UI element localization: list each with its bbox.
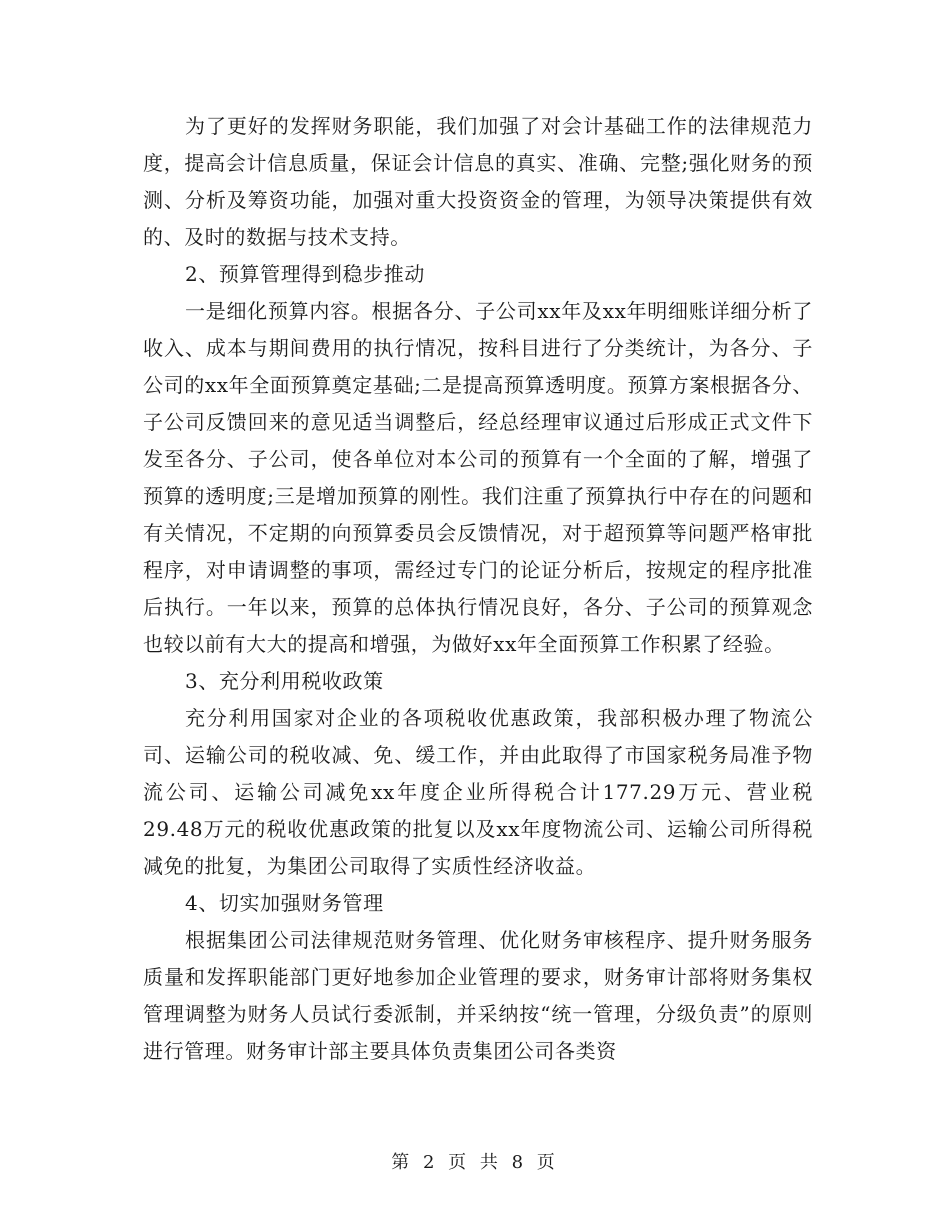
paragraph-finance-functions: 为了更好的发挥财务职能，我们加强了对会计基础工作的法律规范力度，提高会计信息质量，保证会计信息的真实、准确、完整;强化财务的预测、分析及筹资功能，加强对重大投资资金的管理，为领导决策提供有效的、及时的数据与技术支持。 [143, 114, 813, 249]
heading-tax-policy: 3、充分利用税收政策 [185, 669, 384, 693]
heading-budget-management: 2、预算管理得到稳步推动 [185, 262, 425, 286]
paragraph-tax-benefits: 充分利用国家对企业的各项税收优惠政策，我部积极办理了物流公司、运输公司的税收减、免、缓工作，并由此取得了市国家税务局准予物流公司、运输公司减免xx年度企业所得税合计177.29万元、营业税29.48万元的税收优惠政策的批复以及xx年度物流公司、运输公司所得税减免的批复，为集团公司取得了实质性经济收益。 [143, 706, 813, 878]
heading-financial-management: 4、切实加强财务管理 [185, 891, 384, 915]
paragraph-budget-details: 一是细化预算内容。根据各分、子公司xx年及xx年明细账详细分析了收入、成本与期间费用的执行情况，按科目进行了分类统计，为各分、子公司的xx年全面预算奠定基础;二是提高预算透明度。预算方案根据各分、子公司反馈回来的意见适当调整后，经总经理审议通过后形成正式文件下发至各分、子公司，使各单位对本公司的预算有一个全面的了解，增强了预算的透明度;三是增加预算的刚性。我们注重了预算执行中存在的问题和有关情况，不定期的向预算委员会反馈情况，对于超预算等问题严格审批程序，对申请调整的事项，需经过专门的论证分析后，按规定的程序批准后执行。一年以来，预算的总体执行情况良好，各分、子公司的预算观念也较以前有大大的提高和增强，为做好xx年全面预算工作积累了经验。 [143, 299, 813, 656]
document-body [143, 108, 813, 1070]
page-number-footer: 第 2 页 共 8 页 [391, 1152, 559, 1173]
paragraph-financial-management: 根据集团公司法律规范财务管理、优化财务审核程序、提升财务服务质量和发挥职能部门更好地参加企业管理的要求，财务审计部将财务集权管理调整为财务人员试行委派制，并采纳按“统一管理，分级负责”的原则进行管理。财务审计部主要具体负责集团公司各类资 [143, 928, 813, 1063]
